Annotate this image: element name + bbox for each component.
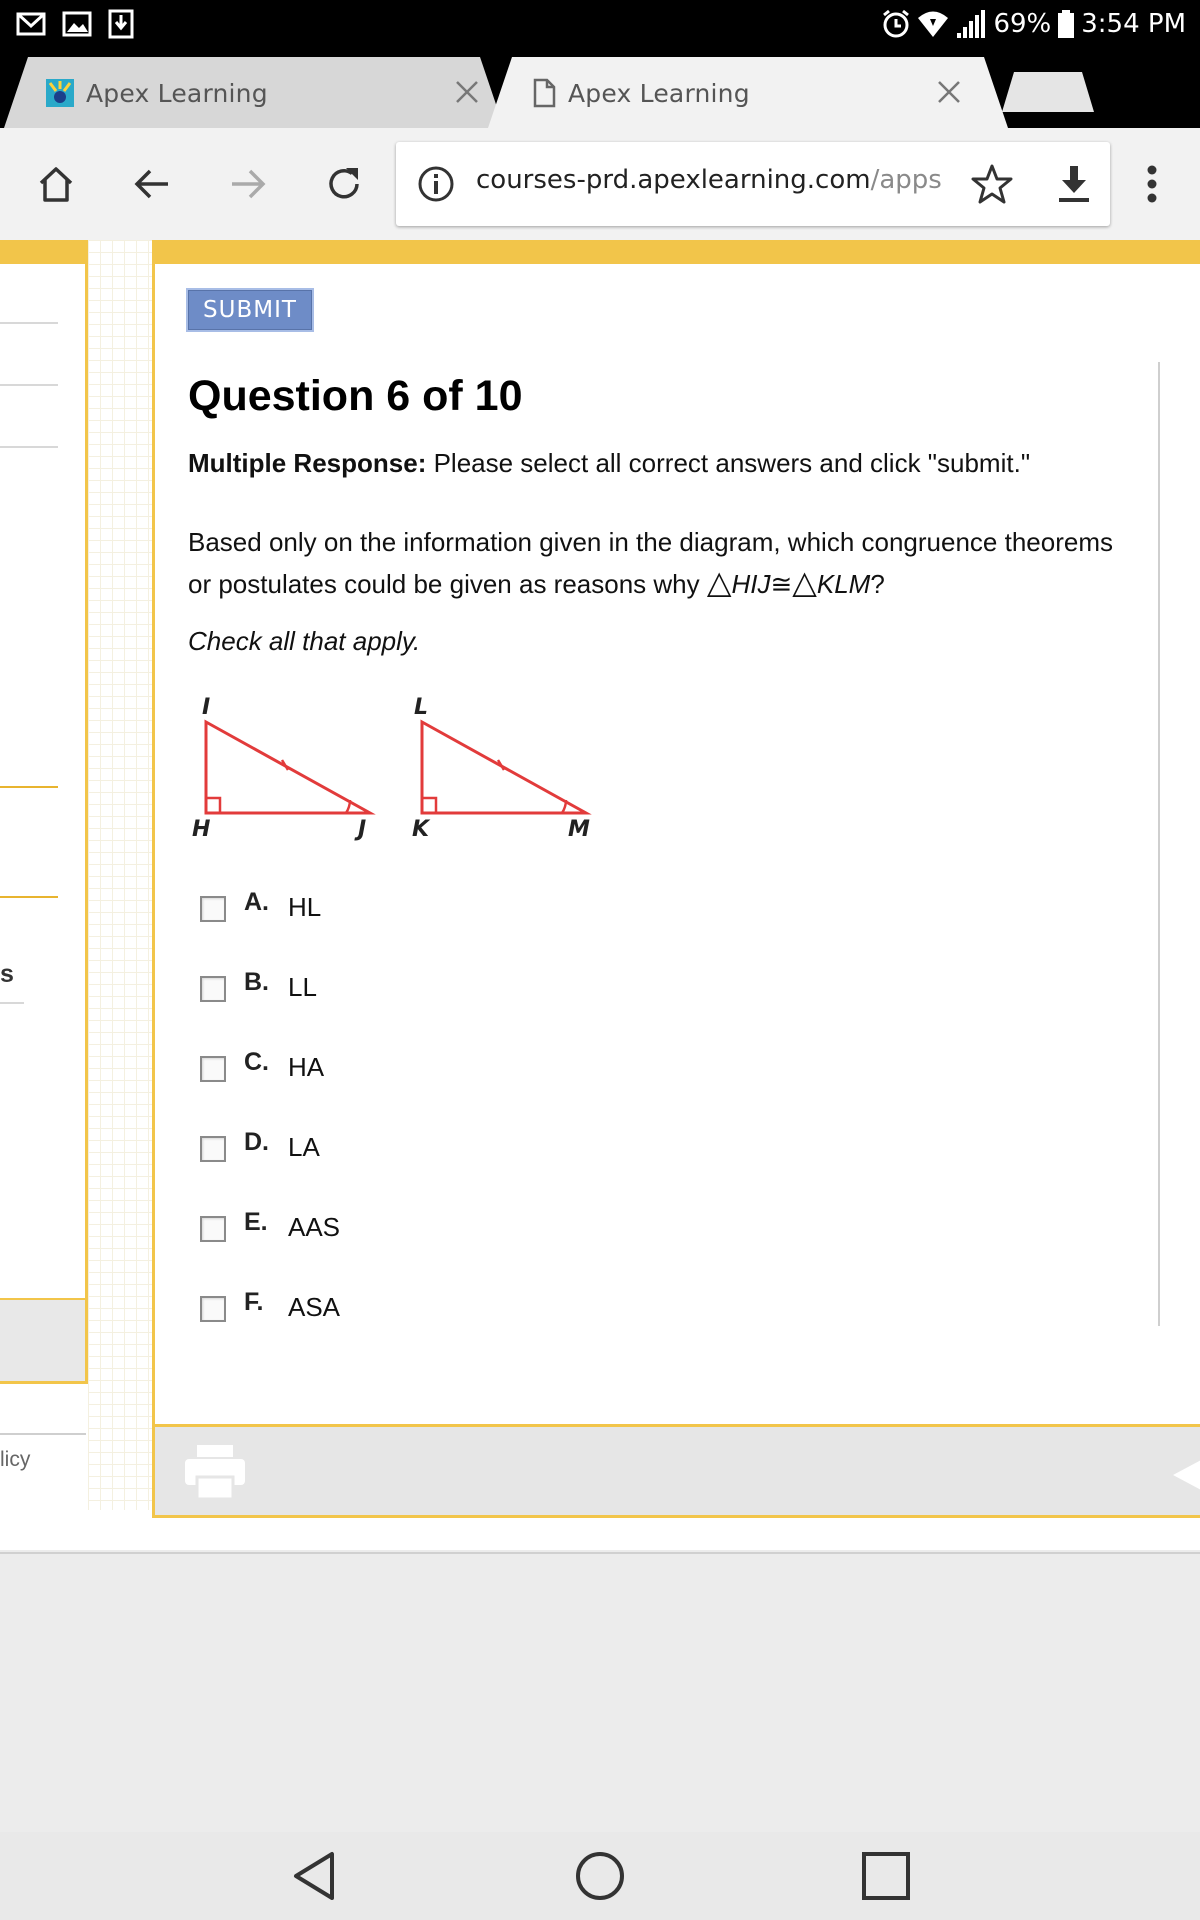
sidebar-divider [0, 384, 58, 386]
tab-strip [0, 48, 1200, 128]
scrollbar-track[interactable] [1158, 362, 1160, 1326]
url-text[interactable] [476, 165, 952, 205]
sidebar-divider [0, 322, 58, 324]
alarm-icon [881, 9, 911, 39]
vertex-label-m: M [568, 817, 590, 842]
instruction-label: Multiple Response: [188, 448, 427, 478]
recents-square-icon[interactable] [858, 1848, 914, 1904]
home-icon [36, 164, 76, 204]
option-text[interactable]: LL [288, 972, 317, 1002]
back-button[interactable] [124, 156, 180, 212]
privacy-policy-link[interactable]: licy [0, 1448, 31, 1471]
stem-suffix: ? [870, 569, 885, 599]
forward-button[interactable] [220, 156, 276, 212]
address-bar[interactable] [396, 142, 1110, 226]
stem-line-2-prefix: or postulates could be given as reasons why [188, 569, 707, 599]
wifi-icon [917, 9, 949, 39]
star-icon[interactable] [970, 162, 1014, 206]
option-letter: D. [244, 1128, 269, 1156]
sidebar [0, 264, 88, 1384]
checkbox[interactable] [200, 1056, 226, 1082]
url-host: courses-prd.apexlearning.com [476, 165, 871, 195]
vertex-label-j: J [358, 817, 367, 842]
stem-line-2 [188, 562, 1148, 605]
info-icon[interactable] [416, 164, 456, 204]
sidebar-divider [0, 1002, 24, 1004]
image-icon [62, 9, 92, 39]
sidebar-divider [0, 446, 58, 448]
vertex-label-h: H [192, 817, 211, 842]
triangle-symbol: △ [706, 563, 732, 601]
option-text[interactable]: LA [288, 1132, 320, 1162]
arrow-left-icon[interactable] [1167, 1455, 1200, 1495]
overflow-menu-button[interactable] [1132, 156, 1172, 212]
submit-button[interactable]: SUBMIT [186, 288, 314, 332]
tab-title: Apex Learning [86, 79, 268, 108]
checkbox[interactable] [200, 1216, 226, 1242]
sidebar-divider [0, 896, 58, 898]
home-button[interactable] [28, 156, 84, 212]
instruction-text: Please select all correct answers and click "submit." [426, 448, 1031, 478]
answer-option-f[interactable] [200, 1288, 600, 1328]
triangle-hij [192, 695, 370, 842]
tab-title: Apex Learning [568, 79, 750, 108]
checkbox[interactable] [200, 896, 226, 922]
tab-apex-2[interactable] [488, 57, 1008, 128]
gmail-icon [16, 9, 46, 39]
clock: 3:54 PM [1081, 9, 1186, 39]
signal-icon [955, 9, 987, 39]
document-icon [528, 77, 560, 109]
url-path: /apps [870, 165, 942, 195]
option-text[interactable]: AAS [288, 1212, 341, 1242]
arrow-left-icon [132, 164, 172, 204]
option-letter: E. [244, 1208, 268, 1236]
check-all-note: Check all that apply. [188, 626, 421, 656]
option-letter: F. [244, 1288, 264, 1316]
answer-option-c[interactable] [200, 1048, 600, 1088]
new-tab-button[interactable] [1000, 70, 1096, 114]
battery-percent: 69% [993, 9, 1052, 39]
vertex-label-i: I [202, 695, 211, 720]
checkbox[interactable] [200, 976, 226, 1002]
status-bar [0, 0, 1200, 48]
congruent-symbol: ≅ [770, 570, 793, 600]
question-stem [188, 522, 1148, 605]
triangle-klm [412, 695, 590, 842]
question-instruction [188, 448, 1030, 479]
triangles-diagram [190, 690, 610, 850]
question-footer-bar [152, 1424, 1200, 1518]
arrow-right-icon [228, 164, 268, 204]
triangle-klm: KLM [816, 569, 871, 599]
option-text[interactable]: HL [288, 892, 322, 922]
vertex-label-l: L [414, 695, 429, 720]
back-triangle-icon[interactable] [286, 1848, 342, 1904]
question-title: Question 6 of 10 [188, 372, 523, 420]
content-bottom-divider [0, 1552, 1200, 1554]
option-letter: A. [244, 888, 269, 916]
apex-logo-icon [44, 77, 76, 109]
download-icon[interactable] [1052, 162, 1096, 206]
close-icon[interactable] [936, 79, 962, 105]
stem-line-1: Based only on the information given in the diagram, which congruence theorems [188, 527, 1113, 557]
more-vert-icon [1145, 164, 1159, 204]
browser-toolbar [0, 128, 1200, 240]
print-icon[interactable] [183, 1443, 247, 1501]
reload-icon [324, 164, 364, 204]
vertex-label-k: K [412, 817, 430, 842]
option-text[interactable]: ASA [288, 1292, 341, 1322]
option-text[interactable]: HA [288, 1052, 325, 1082]
grid-gutter [88, 240, 152, 1510]
answer-option-d[interactable] [200, 1128, 600, 1168]
sidebar-divider [0, 786, 58, 788]
sidebar-item-label[interactable]: s [0, 960, 14, 988]
option-letter: B. [244, 968, 269, 996]
sidebar-footer-panel [0, 1298, 88, 1384]
checkbox[interactable] [200, 1296, 226, 1322]
triangle-hij: HIJ [731, 569, 771, 599]
checkbox[interactable] [200, 1136, 226, 1162]
triangle-symbol: △ [792, 563, 817, 601]
tab-apex-1[interactable] [4, 57, 504, 128]
home-circle-icon[interactable] [572, 1848, 628, 1904]
answer-option-e[interactable] [200, 1208, 600, 1248]
option-letter: C. [244, 1048, 269, 1076]
sidebar-divider [0, 1433, 86, 1435]
header-accent-bar [0, 240, 1200, 266]
battery-icon [1057, 9, 1075, 39]
answer-option-b[interactable] [200, 968, 600, 1008]
answer-option-a[interactable] [200, 888, 600, 928]
android-nav-bar [0, 1832, 1200, 1920]
download-notification-icon [106, 9, 136, 39]
reload-button[interactable] [316, 156, 372, 212]
close-icon[interactable] [454, 79, 480, 105]
